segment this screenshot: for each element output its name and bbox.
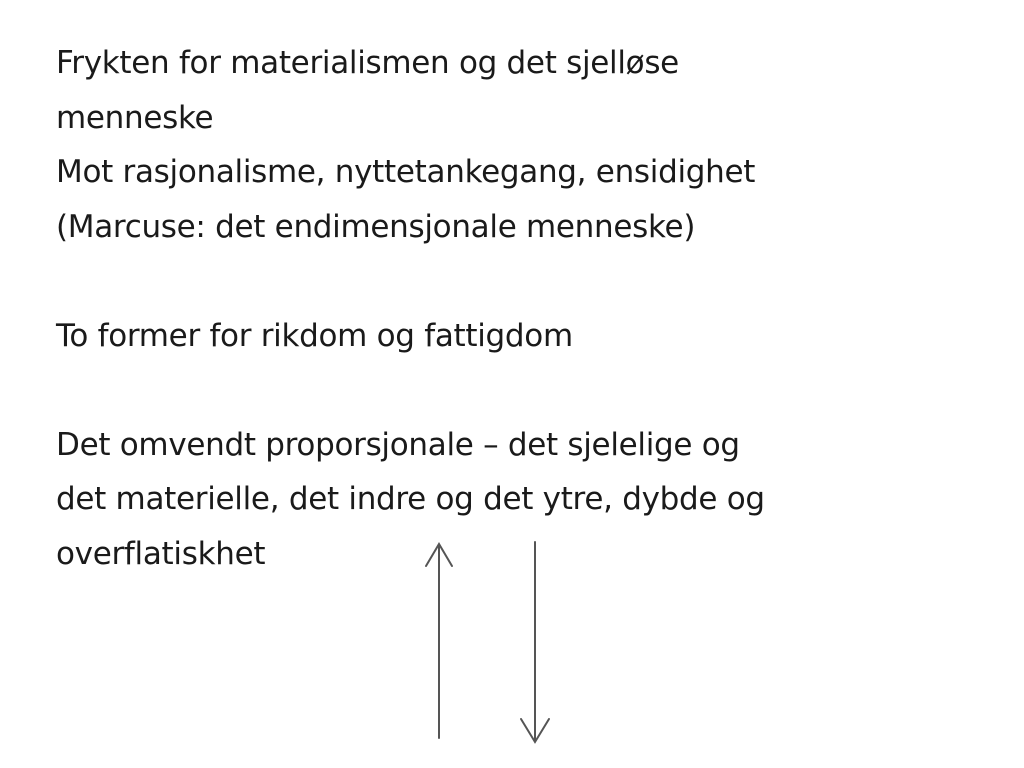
arrows-diagram — [420, 536, 560, 748]
slide-body-text — [56, 36, 956, 581]
text-line: Mot rasjonalisme, nyttetankegang, ensidighet — [56, 154, 756, 190]
paragraph-spacer — [56, 363, 956, 418]
text-line: overflatiskhet — [56, 535, 266, 572]
down-arrow-icon — [521, 542, 549, 742]
text-line: menneske — [56, 99, 214, 136]
text-line: Frykten for materialismen og det sjelløse — [56, 45, 679, 81]
up-arrow-icon — [426, 544, 452, 738]
paragraph-spacer — [56, 254, 956, 309]
text-line: det materielle, det indre og det ytre, dybde og — [56, 481, 765, 517]
text-line: (Marcuse: det endimensjonale menneske) — [56, 208, 696, 245]
text-line: Det omvendt proporsjonale – det sjelelige og — [56, 426, 740, 463]
text-line: To former for rikdom og fattigdom — [56, 317, 573, 354]
